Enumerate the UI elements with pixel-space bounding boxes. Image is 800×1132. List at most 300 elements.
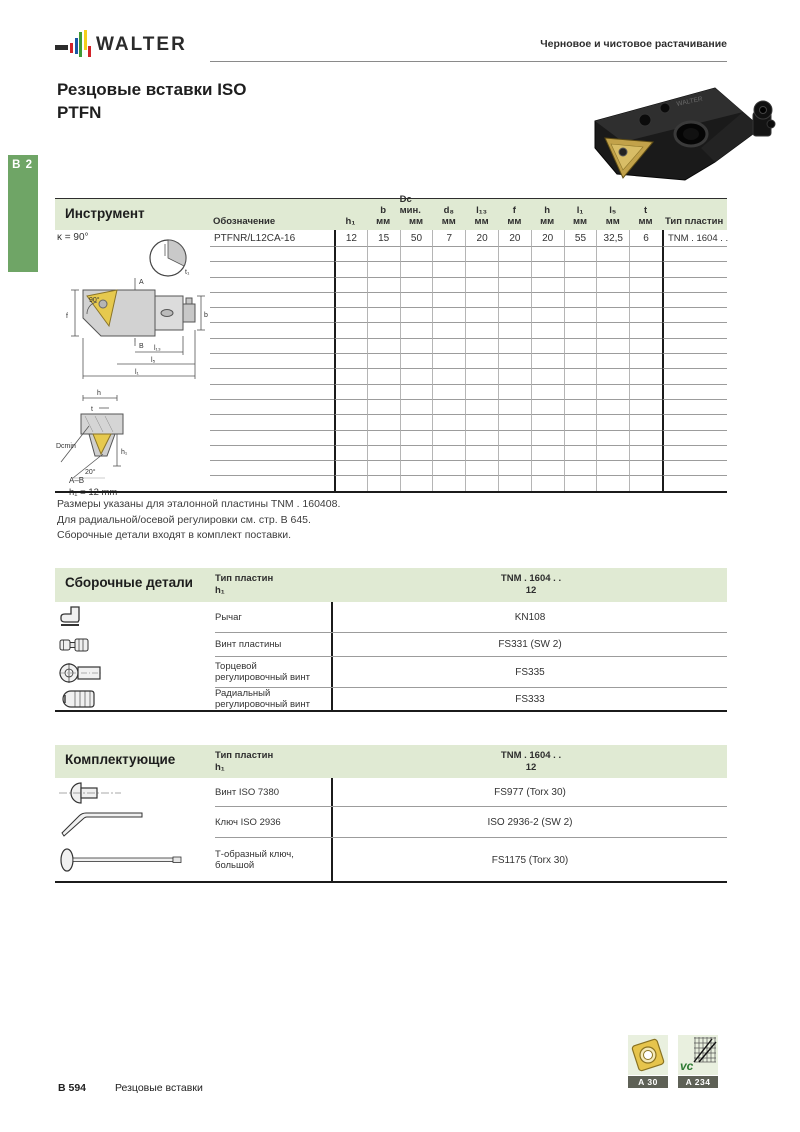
tool-empty-cell: [531, 308, 564, 323]
accessories-section-title: Комплектующие: [65, 752, 176, 767]
assembly-rows: [55, 602, 727, 710]
tool-empty-cell: [367, 323, 400, 338]
tool-drawing: [55, 238, 210, 490]
accessories-bottom-border: [55, 881, 727, 883]
tool-empty-cell: [662, 446, 727, 461]
tool-empty-cell: [531, 431, 564, 446]
assembly-value-header: [335, 573, 727, 596]
part-order-number: KN108: [331, 602, 727, 632]
tool-empty-cell: [367, 247, 400, 262]
tool-empty-cell: [367, 339, 400, 354]
dim-l5-label: l₅: [151, 357, 156, 364]
tool-empty-cell: [465, 385, 498, 400]
assembly-section-title: Сборочные детали: [65, 575, 193, 590]
tool-row-cell: 15: [367, 230, 400, 247]
button-screw-icon: [55, 778, 215, 807]
dim-dcmin-label: Dcmin: [56, 443, 76, 450]
tool-empty-cell: [367, 476, 400, 491]
tool-empty-cell: [210, 262, 334, 277]
tool-empty-cell: [210, 323, 334, 338]
tool-empty-cell: [531, 262, 564, 277]
dim-l13-label: l₁₃: [154, 345, 161, 352]
tool-empty-cell: [367, 431, 400, 446]
tool-row-cell: 32,5: [596, 230, 629, 247]
note-line: Для радиальной/осевой регулировки см. стр. B 645.: [57, 513, 311, 526]
part-order-number: FS335: [331, 657, 727, 687]
tool-empty-cell: [465, 262, 498, 277]
assembly-valhead-line2: 12: [525, 584, 537, 596]
tool-empty-cell: [596, 308, 629, 323]
tool-empty-cell: [564, 247, 597, 262]
tool-empty-cell: [498, 446, 531, 461]
tool-empty-cell: [498, 278, 531, 293]
part-row: [55, 657, 727, 688]
tool-column-header: Обозначение: [213, 216, 276, 227]
insert-icon: [628, 1035, 668, 1075]
tool-empty-cell: [367, 308, 400, 323]
tool-empty-cell: [334, 293, 367, 308]
tool-empty-cell: [629, 339, 662, 354]
tool-empty-cell: [596, 339, 629, 354]
tool-empty-cell: [432, 262, 465, 277]
assembly-colhead-line2: h₁: [215, 584, 225, 596]
tool-empty-cell: [432, 400, 465, 415]
tool-empty-cell: [400, 308, 433, 323]
tool-empty-cell: [629, 308, 662, 323]
page-footer: [58, 1082, 203, 1094]
tool-empty-cell: [596, 476, 629, 491]
tool-empty-cell: [498, 339, 531, 354]
tool-empty-cell: [629, 247, 662, 262]
tool-empty-cell: [531, 293, 564, 308]
vc-chart-icon: [678, 1035, 718, 1075]
part-order-number: FS1175 (Torx 30): [331, 838, 727, 882]
tool-empty-cell: [531, 354, 564, 369]
dim-l1-label: l₁: [135, 369, 139, 376]
logo-bars-icon: [70, 30, 92, 60]
tool-empty-cell: [465, 476, 498, 491]
tool-empty-cell: [465, 278, 498, 293]
tool-empty-cell: [629, 476, 662, 491]
tool-empty-cell: [629, 323, 662, 338]
tool-empty-cell: [596, 446, 629, 461]
tool-notes: [57, 497, 340, 544]
dim-t1-label: t₁: [185, 269, 190, 276]
tool-empty-cell: [596, 385, 629, 400]
part-label: Винт пластины: [215, 639, 282, 650]
tool-empty-cell: [210, 446, 334, 461]
tool-column-header: f мм: [507, 205, 522, 227]
tool-empty-cell: [210, 339, 334, 354]
tool-empty-cell: [498, 431, 531, 446]
tool-empty-cell: [629, 293, 662, 308]
tool-row-cell: 7: [432, 230, 465, 247]
tool-table-bottom-border: [55, 491, 727, 493]
tool-empty-cell: [334, 354, 367, 369]
tool-empty-cell: [564, 461, 597, 476]
tool-empty-cell: [334, 247, 367, 262]
tool-empty-cell: [432, 476, 465, 491]
tool-empty-cell: [465, 293, 498, 308]
tool-empty-cell: [465, 431, 498, 446]
header-divider: [210, 61, 727, 62]
tool-empty-cell: [400, 339, 433, 354]
part-label: Винт ISO 7380: [215, 786, 280, 798]
tool-empty-cell: [400, 400, 433, 415]
dim-h-label: h: [97, 390, 101, 397]
tool-empty-cell: [596, 369, 629, 384]
accessories-valhead-line2: 12: [525, 761, 537, 773]
dim-h1-label: h₁: [121, 449, 128, 456]
tool-empty-cell: [367, 415, 400, 430]
tool-empty-cell: [367, 446, 400, 461]
tool-empty-cell: [465, 400, 498, 415]
part-row: [55, 778, 727, 807]
tool-table: [210, 194, 729, 492]
part-order-number: FS331 (SW 2): [331, 633, 727, 656]
tool-empty-cell: [662, 247, 727, 262]
tool-empty-cell: [210, 385, 334, 400]
page-title-line2: PTFN: [57, 103, 102, 122]
footer-page-number: B 594: [58, 1082, 87, 1094]
tool-empty-cell: [400, 415, 433, 430]
tool-empty-cell: [531, 385, 564, 400]
tool-empty-cell: [564, 385, 597, 400]
tool-empty-cell: [400, 247, 433, 262]
tool-empty-cell: [432, 461, 465, 476]
tool-empty-cell: [564, 339, 597, 354]
tool-empty-cell: [367, 400, 400, 415]
tool-empty-cell: [531, 247, 564, 262]
tool-empty-cell: [629, 400, 662, 415]
tool-empty-cell: [400, 323, 433, 338]
tool-empty-cell: [210, 354, 334, 369]
part-order-number: ISO 2936-2 (SW 2): [331, 807, 727, 837]
tool-empty-cell: [400, 431, 433, 446]
tool-row-cell: 55: [564, 230, 597, 247]
tool-empty-cell: [334, 476, 367, 491]
section-tab-b2: B 2: [8, 155, 38, 272]
tool-empty-cell: [400, 476, 433, 491]
tool-empty-cell: [465, 247, 498, 262]
photo-engraving: WALTER: [675, 95, 704, 108]
part-row: [55, 688, 727, 710]
tool-empty-cell: [596, 461, 629, 476]
page-title-line1: Резцовые вставки ISO: [57, 80, 247, 99]
tool-empty-cell: [367, 354, 400, 369]
cross-ref-cutting-data: [678, 1035, 718, 1088]
assembly-valhead-line1: TNM . 1604 . .: [500, 573, 562, 584]
tool-empty-cell: [531, 415, 564, 430]
tool-empty-cell: [465, 369, 498, 384]
tool-empty-cell: [629, 369, 662, 384]
t-handle-key-icon: [55, 838, 215, 882]
page-title: [57, 78, 246, 124]
tool-empty-cell: [662, 278, 727, 293]
tool-empty-cell: [531, 400, 564, 415]
tool-empty-cell: [629, 461, 662, 476]
tool-empty-cell: [662, 415, 727, 430]
brand-name: WALTER: [96, 34, 187, 55]
tool-empty-cell: [564, 278, 597, 293]
assembly-column-header: [215, 573, 273, 596]
lever-icon: [55, 602, 215, 633]
tool-empty-cell: [210, 293, 334, 308]
tool-empty-cell: [564, 369, 597, 384]
accessories-valhead-line1: TNM . 1604 . .: [500, 750, 562, 761]
tool-empty-cell: [367, 278, 400, 293]
section-ab-label: A–B: [69, 476, 85, 485]
tool-empty-cell: [662, 476, 727, 491]
tool-column-header: h мм: [540, 205, 555, 227]
tool-column-header: Тип пластин: [664, 216, 724, 227]
tool-empty-cell: [400, 293, 433, 308]
tool-empty-cell: [334, 308, 367, 323]
tool-empty-cell: [210, 369, 334, 384]
insert-screw-icon: [55, 633, 215, 657]
tool-empty-cell: [432, 308, 465, 323]
tool-empty-cell: [367, 385, 400, 400]
part-row: [55, 602, 727, 633]
tool-empty-cell: [334, 400, 367, 415]
tool-empty-cell: [334, 446, 367, 461]
assembly-bottom-border: [55, 710, 727, 712]
tool-empty-cell: [564, 431, 597, 446]
tool-empty-cell: [367, 461, 400, 476]
dim-b2-label: B: [139, 343, 144, 350]
accessories-rows: [55, 778, 727, 882]
logo-dash-icon: [55, 45, 68, 50]
tool-empty-cell: [564, 262, 597, 277]
note-line: Сборочные детали входят в комплект поставки.: [57, 529, 291, 541]
dim-90-label: 90°: [89, 297, 100, 304]
tool-empty-cell: [564, 323, 597, 338]
tool-empty-cell: [629, 262, 662, 277]
tool-empty-cell: [531, 461, 564, 476]
part-label: Радиальный регулировочный винт: [215, 688, 310, 710]
tool-empty-cell: [498, 262, 531, 277]
tool-empty-cell: [596, 323, 629, 338]
tool-empty-cell: [367, 369, 400, 384]
tool-empty-cell: [432, 293, 465, 308]
tool-empty-cell: [432, 247, 465, 262]
tool-empty-cell: [465, 415, 498, 430]
cross-ref-cutting-data-label: A 234: [678, 1076, 718, 1088]
tool-empty-cell: [498, 354, 531, 369]
tool-empty-cell: [564, 446, 597, 461]
tool-empty-cell: [334, 339, 367, 354]
tool-empty-cell: [334, 278, 367, 293]
tool-empty-cell: [400, 369, 433, 384]
tool-column-header: t мм: [638, 205, 653, 227]
part-label: Т-образный ключ, большой: [215, 849, 294, 871]
part-row: [55, 838, 727, 882]
tool-section-title: Инструмент: [65, 206, 145, 221]
assembly-colhead-line1: Тип пластин: [215, 573, 274, 584]
tool-empty-cell: [662, 262, 727, 277]
tool-empty-cell: [596, 247, 629, 262]
note-line: Размеры указаны для эталонной пластины TNM . 160408.: [57, 498, 341, 510]
accessories-colhead-line2: h₁: [215, 761, 225, 773]
tool-empty-cell: [432, 446, 465, 461]
tool-row-cell: TNM . 1604 . .: [662, 230, 727, 247]
tool-row-designation: PTFNR/L12CA-16: [210, 230, 334, 247]
tool-empty-cell: [596, 400, 629, 415]
footer-section-label: Резцовые вставки: [114, 1082, 203, 1094]
walter-logo: [55, 28, 187, 60]
accessories-section-header: [55, 745, 727, 778]
tool-empty-cell: [465, 354, 498, 369]
tool-row-cell: 50: [400, 230, 433, 247]
tool-row-cell: 6: [629, 230, 662, 247]
tool-empty-cell: [400, 385, 433, 400]
tool-empty-cell: [465, 446, 498, 461]
tool-empty-cell: [400, 354, 433, 369]
tool-empty-cell: [432, 339, 465, 354]
tool-empty-cell: [210, 278, 334, 293]
tool-empty-cell: [334, 323, 367, 338]
tool-empty-cell: [400, 278, 433, 293]
tool-empty-cell: [662, 369, 727, 384]
tool-empty-cell: [596, 354, 629, 369]
tool-row-cell: 20: [465, 230, 498, 247]
assembly-section-header: [55, 568, 727, 602]
tool-empty-cell: [334, 369, 367, 384]
dim-f-label: f: [66, 313, 68, 320]
part-label: Ключ ISO 2936: [215, 816, 281, 828]
kappa-note: κ = 90°: [57, 232, 89, 243]
tool-column-header: b мм: [376, 205, 391, 227]
tool-empty-cell: [498, 385, 531, 400]
tool-row-cell: 20: [531, 230, 564, 247]
tool-empty-cell: [629, 446, 662, 461]
tool-empty-cell: [465, 461, 498, 476]
tool-empty-cell: [564, 354, 597, 369]
tool-empty-cell: [210, 247, 334, 262]
part-label: Торцевой регулировочный винт: [215, 661, 310, 683]
tool-empty-cell: [596, 262, 629, 277]
tool-empty-cell: [629, 385, 662, 400]
tool-empty-cell: [531, 323, 564, 338]
tool-empty-cell: [662, 431, 727, 446]
tool-empty-cell: [564, 476, 597, 491]
part-label: Рычаг: [215, 611, 242, 623]
tool-empty-cell: [498, 369, 531, 384]
tool-empty-cell: [531, 278, 564, 293]
tool-empty-cell: [400, 461, 433, 476]
tool-empty-cell: [662, 354, 727, 369]
tool-empty-cell: [367, 262, 400, 277]
tool-empty-cell: [334, 461, 367, 476]
tool-empty-cell: [498, 415, 531, 430]
part-row: [55, 633, 727, 657]
tool-empty-cell: [210, 431, 334, 446]
tool-column-header: h₁: [345, 216, 356, 227]
product-photo: [565, 76, 780, 194]
tool-empty-cell: [662, 293, 727, 308]
tool-empty-cell: [629, 278, 662, 293]
tool-empty-cell: [531, 476, 564, 491]
tool-empty-cell: [432, 354, 465, 369]
accessories-colhead-line1: Тип пластин: [215, 750, 274, 761]
tool-empty-cell: [400, 446, 433, 461]
tool-empty-cell: [596, 293, 629, 308]
tool-empty-cell: [596, 278, 629, 293]
tool-empty-cell: [334, 415, 367, 430]
tool-empty-cell: [629, 431, 662, 446]
tool-column-header: d₈ мм: [441, 205, 456, 227]
tool-empty-cell: [400, 262, 433, 277]
tool-empty-cell: [432, 385, 465, 400]
tool-empty-cell: [629, 354, 662, 369]
tool-empty-cell: [210, 476, 334, 491]
tool-empty-cell: [432, 431, 465, 446]
tool-empty-cell: [662, 400, 727, 415]
tool-empty-cell: [531, 339, 564, 354]
tool-empty-cell: [432, 369, 465, 384]
tool-empty-cell: [432, 323, 465, 338]
tool-empty-cell: [210, 400, 334, 415]
tool-empty-cell: [531, 446, 564, 461]
axial-adjusting-screw-icon: [55, 657, 215, 688]
header-category: Черновое и чистовое растачивание: [540, 38, 727, 50]
tool-empty-cell: [498, 461, 531, 476]
tool-empty-cell: [498, 247, 531, 262]
tool-empty-cell: [465, 308, 498, 323]
tool-column-header: l₁₃ мм: [474, 205, 489, 227]
tool-empty-cell: [465, 323, 498, 338]
accessories-column-header: [215, 750, 273, 773]
tool-empty-cell: [210, 461, 334, 476]
tool-empty-cell: [564, 308, 597, 323]
tool-empty-cell: [334, 262, 367, 277]
tool-empty-cell: [210, 415, 334, 430]
dim-b-label: b: [204, 312, 208, 319]
tool-empty-cell: [498, 308, 531, 323]
tool-empty-cell: [498, 323, 531, 338]
vc-label: vc: [680, 1059, 694, 1073]
part-order-number: FS977 (Torx 30): [331, 778, 727, 806]
hex-key-icon: [55, 807, 215, 838]
tool-column-header: l₁ мм: [572, 205, 587, 227]
tool-empty-cell: [564, 400, 597, 415]
tool-column-header: Dc мин. мм: [399, 194, 424, 227]
tool-column-header: l₅ мм: [605, 205, 620, 227]
dim-20-label: 20°: [85, 469, 96, 476]
tool-row-cell: 20: [498, 230, 531, 247]
tool-empty-cell: [596, 431, 629, 446]
tool-empty-cell: [498, 400, 531, 415]
tool-empty-cell: [662, 323, 727, 338]
tool-empty-cell: [465, 339, 498, 354]
tool-row-cell: 12: [334, 230, 367, 247]
dim-t-label: t: [91, 406, 93, 413]
tool-empty-cell: [432, 415, 465, 430]
accessories-value-header: [335, 750, 727, 773]
tool-empty-cell: [334, 431, 367, 446]
dim-a-label: A: [139, 279, 144, 286]
tool-empty-cell: [662, 385, 727, 400]
tool-empty-cell: [596, 415, 629, 430]
tool-empty-cell: [629, 415, 662, 430]
tool-empty-cell: [531, 369, 564, 384]
tool-empty-cell: [662, 461, 727, 476]
tool-empty-cell: [210, 308, 334, 323]
tool-empty-cell: [432, 278, 465, 293]
part-order-number: FS333: [331, 688, 727, 710]
tool-empty-cell: [564, 293, 597, 308]
tool-empty-cell: [367, 293, 400, 308]
